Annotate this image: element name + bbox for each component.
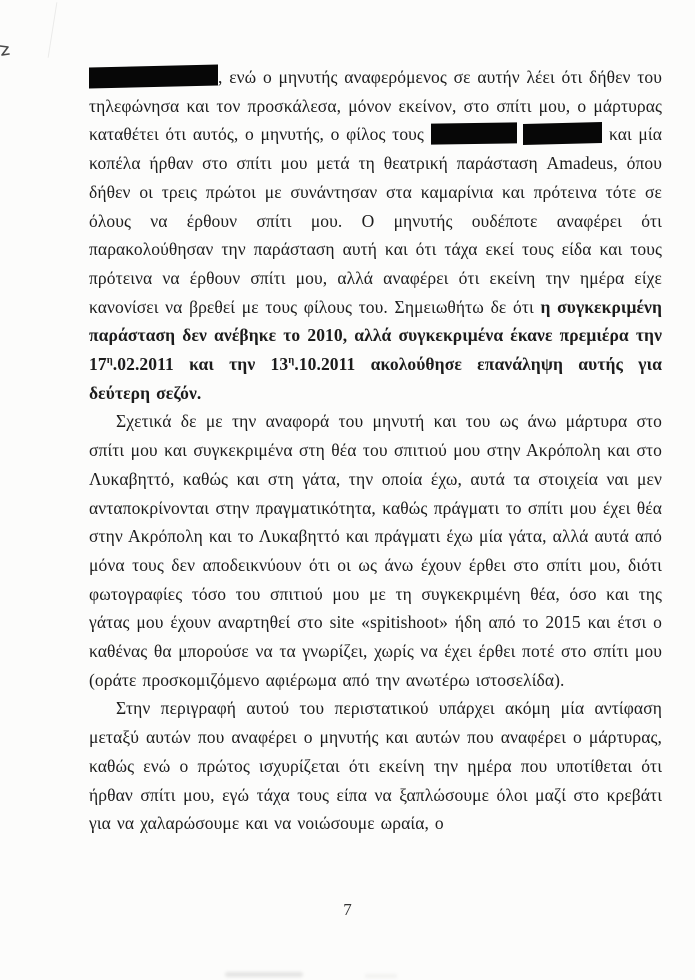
redaction-bar-2 — [431, 123, 517, 145]
scan-crease-artifact — [48, 2, 58, 57]
handwritten-pen-mark — [0, 42, 18, 66]
document-body-text — [89, 63, 662, 838]
paragraph-1-text-1: , ενώ ο μηνυτής αναφερόμενος σε αυτήν λέει ότι δήθεν του τηλεφώνησα και τον προσκάλεσα, μόνον εκείνον, στο σπίτι μου, ο μάρτυρας καταθέτει ότι αυτός, ο μηνυτής, ο φίλος τους — [89, 67, 662, 145]
scan-smudge-artifact — [225, 972, 303, 977]
page-number: 7 — [343, 900, 352, 919]
paragraph-1-text-2: και μία κοπέλα ήρθαν στο σπίτι μου μετά τη θεατρική παράσταση Amadeus, όπου δήθεν οι τρεις πρώτοι με συνάντησαν στα καμαρίνια και πρότεινα τότε σε όλους να έρθουν σπίτι μου. Ο μηνυτής ουδέποτε αναφέρει ότι παρακολούθησαν την παράσταση αυτή και ότι τάχα εκεί τους είδα και τους πρότεινα να έρθουν σπίτι μου, αλλά αναφέρει ότι εκείνη την ημέρα είχε κανονίσει να βρεθεί με τους φίλους του. Σημειωθήτω δε ότι — [89, 124, 662, 317]
paragraph-1 — [89, 63, 662, 407]
paragraph-2 — [89, 407, 662, 694]
ordinal-superscript-2: η — [288, 355, 295, 367]
bold-text-2: .02.2011 και την 13 — [112, 354, 289, 375]
bold-text-1: η συγκεκριμένη παράσταση δεν ανέβηκε το 2010, αλλά συγκεκριμένα έκανε πρεμιέρα την 17 — [89, 296, 662, 375]
paragraph-2-text: Σχετικά δε με την αναφορά του μηνυτή και του ως άνω μάρτυρα στο σπίτι μου και συγκεκριμένα στη θέα του σπιτιού μου στην Ακρόπολη και στο Λυκαβηττό, καθώς και στη γάτα, την οποία έχω, αυτά τα στοιχεία ναι μεν ανταποκρίνονται στην πραγματικότητα, καθώς πράγματι το σπίτι μου έχει θέα στην Ακρόπολη και το Λυκαβηττό και πράγματι έχω μία γάτα, αλλά αυτά από μόνα τους δεν αποδεικνύουν ότι οι ως άνω έχουν έρθει στο σπίτι μου, διότι φωτογραφίες τόσο του σπιτιού μου με τη συγκεκριμένη θέα, όσο και της γάτας μου έχουν αναρτηθεί στο site «spitishoot» ήδη από το 2015 και έτσι ο καθένας θα μπορούσε να τα γνωρίζει, χωρίς να έχει έρθει ποτέ στο σπίτι μου (οράτε προσκομιζόμενο αφιέρωμα από την ανωτέρω ιστοσελίδα). — [89, 411, 662, 690]
ordinal-superscript-1: η — [106, 355, 113, 367]
redaction-bar-1 — [89, 65, 218, 89]
scan-smudge-artifact — [365, 974, 397, 978]
redaction-bar-3 — [523, 122, 602, 145]
paragraph-3 — [89, 694, 662, 838]
bold-text-3: .10.2011 ακολούθησε επανάληψη αυτής για δεύτερη σεζόν. — [89, 354, 662, 403]
paragraph-3-text: Στην περιγραφή αυτού του περιστατικού υπάρχει ακόμη μία αντίφαση μεταξύ αυτών που αναφέρει ο μηνυτής και αυτών που αναφέρει ο μάρτυρας, καθώς ενώ ο πρώτος ισχυρίζεται ότι εκείνη την ημέρα που υποτίθεται ότι ήρθαν σπίτι μου, εγώ τάχα τους είπα να ξαπλώσουμε όλοι μαζί στο κρεβάτι για να χαλαρώσουμε και να νοιώσουμε ωραία, ο — [89, 698, 662, 834]
